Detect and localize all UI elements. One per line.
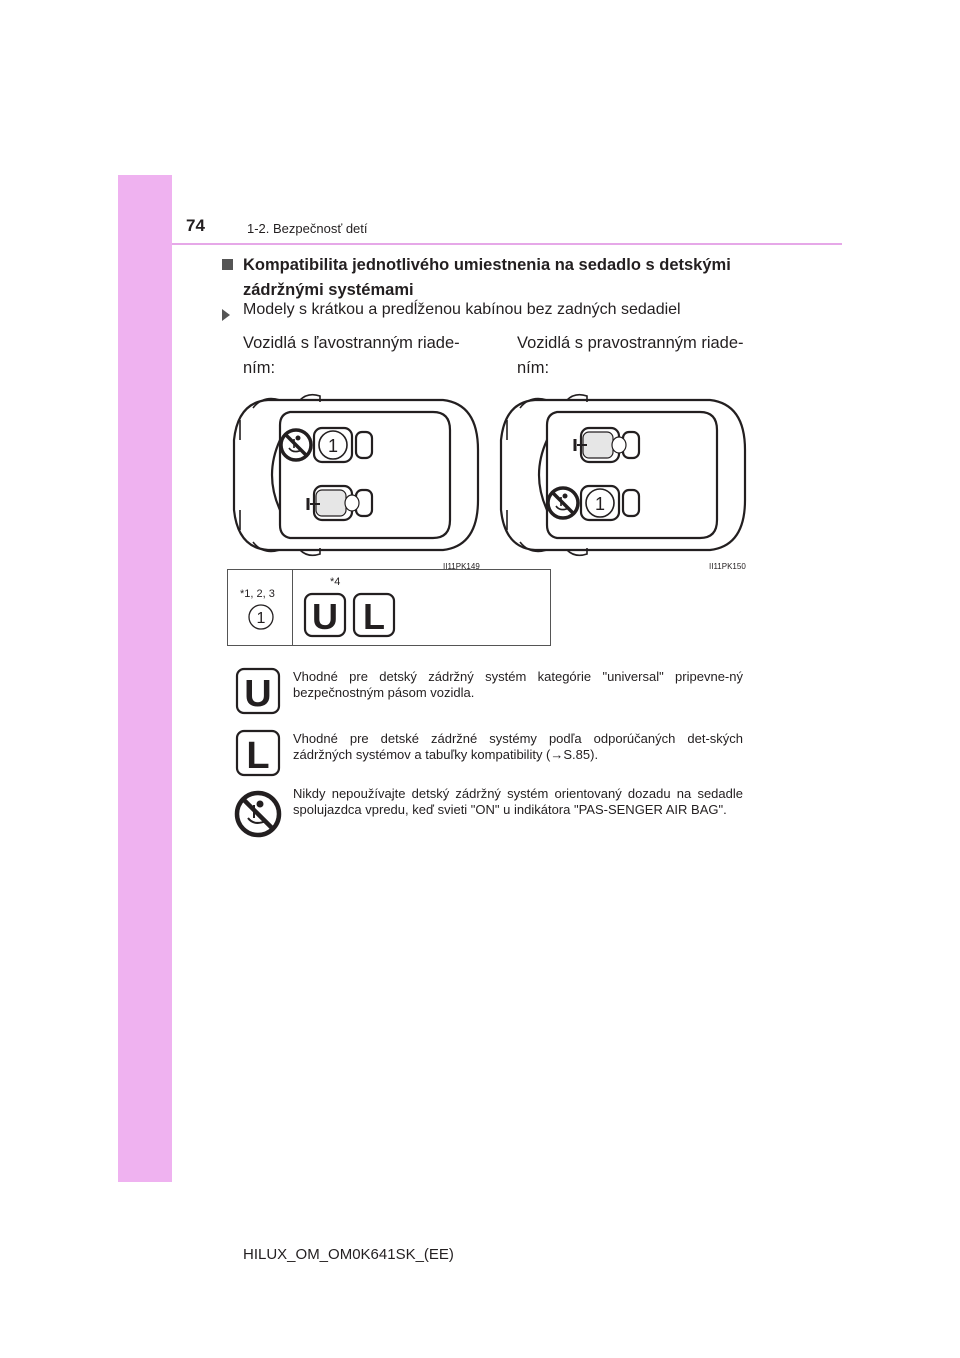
left-hand-drive-car-diagram: [228, 390, 483, 560]
left-hand-drive-caption: Vozidlá s ľavostranným riade-ním:: [243, 334, 460, 377]
section-title: 1-2. Bezpečnosť detí: [247, 221, 368, 236]
section-heading: Kompatibilita jednotlivého umiestnenia na sedadlo s detskými zádržnými systémami: [243, 256, 731, 299]
seat-1-icon: [319, 431, 347, 459]
u-description: Vhodné pre detský zádržný systém kategórie "universal" pripevne-ný bezpečnostným pásom vozidla.: [293, 669, 743, 700]
warning-description: Nikdy nepoužívajte detský zádržný systém orientovaný dozadu na sedadle spolujazdca vpredu, keď svieti "ON" u indikátora "PAS-SENGER AIR BAG".: [293, 786, 743, 817]
no-child-seat-icon: [234, 790, 282, 838]
l-description: Vhodné pre detské zádržné systémy podľa odporúčaných det-ských zádržných systémov a tabuľky kompatibility (→S.85).: [293, 731, 743, 762]
listed-l-icon: [352, 592, 396, 638]
svg-text:1: 1: [594, 494, 606, 514]
seat-1-icon: [248, 604, 274, 630]
model-subheading: Modely s krátkou a predĺženou kabínou bez zadných sedadiel: [243, 301, 681, 318]
no-child-seat-icon: [548, 488, 578, 518]
universal-u-icon: [235, 667, 281, 715]
right-hand-drive-car-diagram: [495, 390, 750, 560]
right-hand-drive-caption: Vozidlá s pravostranným riade-ním:: [517, 334, 744, 377]
image-code: II11PK149: [443, 562, 480, 571]
svg-text:1: 1: [256, 610, 266, 627]
svg-text:U: U: [312, 596, 338, 637]
arrow-bullet-icon: [222, 309, 230, 321]
seat-1-icon: [586, 489, 614, 517]
page-number: 74: [186, 216, 205, 235]
document-code: HILUX_OM_OM0K641SK_(EE): [243, 1246, 454, 1263]
no-child-seat-icon: [281, 430, 311, 460]
footnote-ref: *1, 2, 3: [240, 588, 275, 600]
svg-text:L: L: [363, 596, 385, 637]
header-rule: [172, 243, 842, 245]
universal-u-icon: [303, 592, 347, 638]
svg-text:L: L: [246, 735, 270, 777]
square-bullet-icon: [222, 259, 233, 270]
svg-text:1: 1: [327, 436, 339, 456]
page-sidebar-tab: [118, 175, 172, 1182]
listed-l-icon: [235, 729, 281, 777]
footnote-ref: *4: [330, 576, 341, 588]
svg-text:U: U: [244, 673, 272, 715]
table-divider: [292, 569, 293, 646]
image-code: II11PK150: [709, 562, 746, 571]
